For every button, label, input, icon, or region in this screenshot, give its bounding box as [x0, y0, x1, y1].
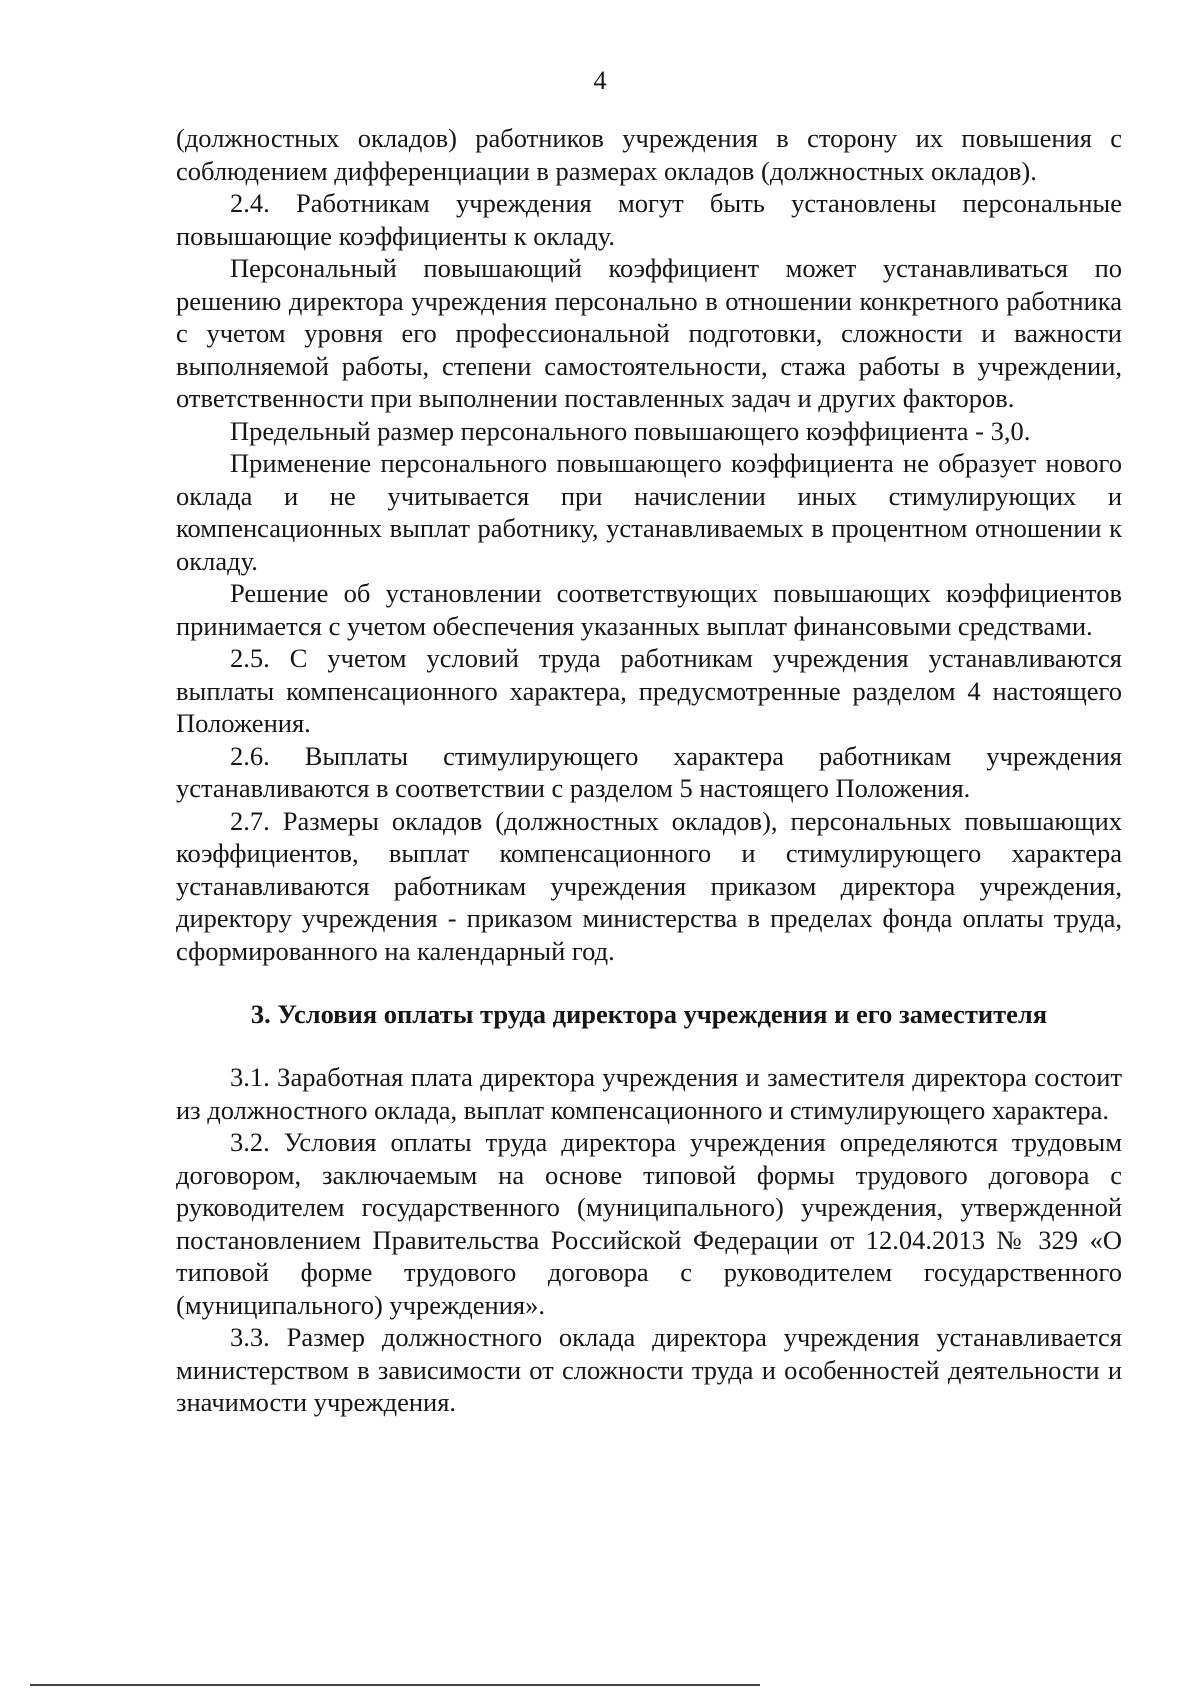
paragraph: 2.6. Выплаты стимулирующего характера работникам учреждения устанавливаются в соответствии с разделом 5 настоящего Положения. [176, 740, 1122, 803]
page-number: 4 [593, 66, 607, 95]
paragraph: Применение персонального повышающего коэффициента не образует нового оклада и не учитывается при начислении иных стимулирующих и компенсационных выплат работнику, устанавливаемых в процентном отношении к окладу. [176, 448, 1122, 576]
section-heading: 3. Условия оплаты труда директора учреждения и его заместителя [250, 999, 1048, 1029]
paragraph: 3.1. Заработная плата директора учреждения и заместителя директора состоит из должностного оклада, выплат компенсационного и стимулирующего характера. [176, 1062, 1122, 1125]
paragraph: 2.4. Работникам учреждения могут быть установлены персональные повышающие коэффициенты к окладу. [176, 188, 1122, 251]
paragraph: 3.2. Условия оплаты труда директора учреждения определяются трудовым договором, заключаемым на основе типовой формы трудового договора с руководителем государственного (муниципального) учреждения, утвержденной постановлением Правительства Российской Федерации от 12.04.2013 № 329 «О типовой форме трудового договора с руководителем государственного (муниципального) учреждения». [176, 1127, 1122, 1320]
paragraph: 2.5. С учетом условий труда работникам учреждения устанавливаются выплаты компенсационного характера, предусмотренные разделом 4 настоящего Положения. [176, 643, 1122, 738]
paragraph: (должностных окладов) работников учреждения в сторону их повышения с соблюдением дифференциации в размерах окладов (должностных окладов). [176, 123, 1122, 186]
paragraph: Персональный повышающий коэффициент может устанавливаться по решению директора учреждения персонально в отношении конкретного работника с учетом уровня его профессиональной подготовки, сложности и важности выполняемой работы, степени самостоятельности, стажа работы в учреждении, ответственности при выполнении поставленных задач и других факторов. [176, 253, 1122, 413]
footer-rule [30, 1684, 760, 1686]
paragraph: Предельный размер персонального повышающего коэффициента - 3,0. [230, 415, 1031, 446]
paragraph: 3.3. Размер должностного оклада директора учреждения устанавливается министерством в зависимости от сложности труда и особенностей деятельности и значимости учреждения. [176, 1322, 1122, 1417]
document-body [176, 122, 1122, 1419]
paragraph: Решение об установлении соответствующих повышающих коэффициентов принимается с учетом обеспечения указанных выплат финансовыми средствами. [176, 578, 1122, 641]
paragraph: 2.7. Размеры окладов (должностных окладов), персональных повышающих коэффициентов, выплат компенсационного и стимулирующего характера устанавливаются работникам учреждения приказом директора учреждения, директору учреждения - приказом министерства в пределах фонда оплаты труда, сформированного на календарный год. [176, 805, 1122, 966]
